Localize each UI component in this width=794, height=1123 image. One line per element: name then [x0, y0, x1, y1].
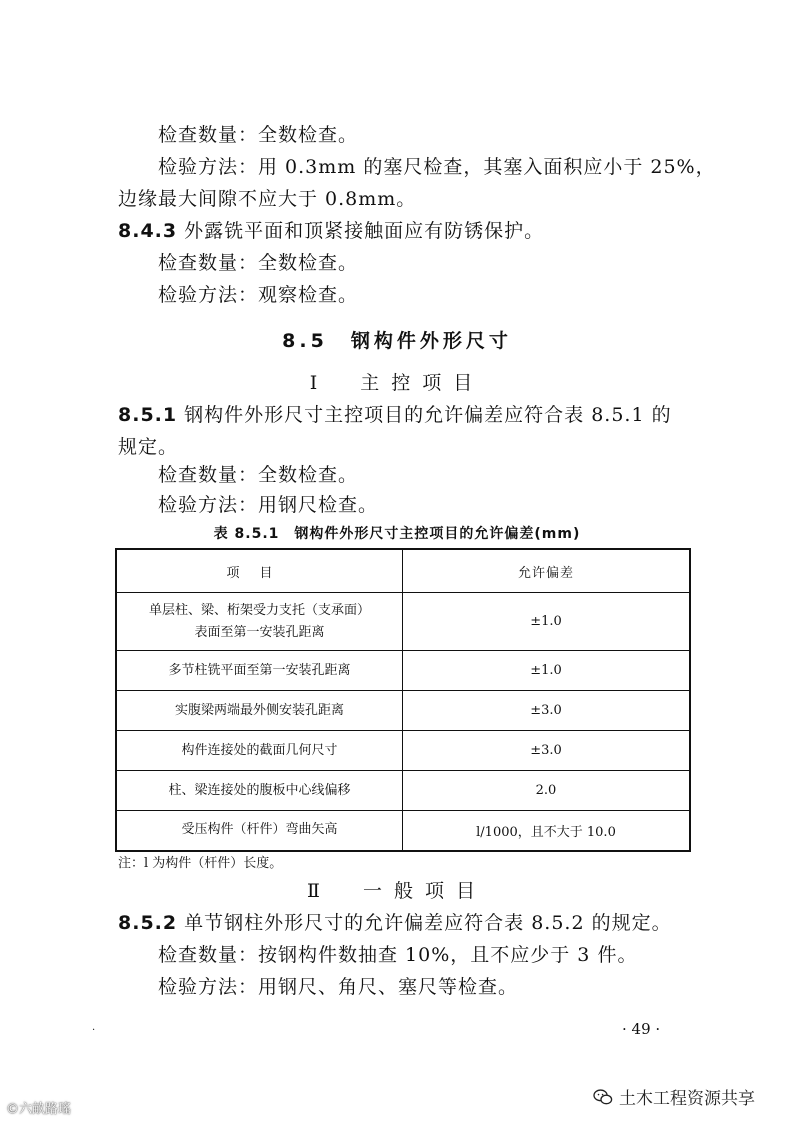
paragraph: 检验方法：用钢尺检查。: [158, 494, 379, 516]
item-cell: 受压构件（杆件）弯曲矢高: [116, 811, 403, 851]
paragraph: 检查数量：全数检查。: [158, 124, 359, 146]
deviation-table: [115, 548, 691, 852]
clause-text: 单节钢柱外形尺寸的允许偏差应符合表 8.5.2 的规定。: [184, 912, 672, 934]
clause-text: 外露铣平面和顶紧接触面应有防锈保护。: [184, 220, 545, 242]
clause-number: 8.5.1: [118, 404, 178, 426]
deviation-cell: ±1.0: [403, 593, 691, 651]
paragraph: 检验方法：观察检查。: [158, 284, 359, 306]
deviation-cell: ±3.0: [403, 691, 691, 731]
watermark-text: 土木工程资源共享: [619, 1089, 755, 1109]
item-cell: 构件连接处的截面几何尺寸: [116, 731, 403, 771]
item-cell: 柱、梁连接处的腹板中心线偏移: [116, 771, 403, 811]
table-row: [116, 771, 690, 811]
table-note: 注：l 为构件（杆件）长度。: [118, 856, 283, 871]
table-row: [116, 593, 690, 651]
clause-8-5-2: [118, 908, 672, 935]
clause-8-4-3: [118, 216, 544, 243]
header-item: 项目: [116, 549, 403, 593]
item-cell: 实腹梁两端最外侧安装孔距离: [116, 691, 403, 731]
paragraph: 检验方法：用 0.3mm 的塞尺检查，其塞入面积应小于 25%，: [158, 156, 716, 178]
clause-number: 8.4.3: [118, 220, 178, 242]
deviation-cell: ±3.0: [403, 731, 691, 771]
stray-dot: .: [92, 1022, 96, 1033]
item-cell: [116, 593, 403, 651]
header-deviation: 允许偏差: [403, 549, 691, 593]
paragraph: 检查数量：全数检查。: [158, 464, 359, 486]
wechat-icon: [593, 1088, 613, 1106]
subsection-title: Ⅱ 一般项目: [307, 880, 487, 902]
deviation-cell: l/1000，且不大于 10.0: [403, 811, 691, 851]
paragraph: 边缘最大间隙不应大于 0.8mm。: [118, 188, 417, 210]
table-row: [116, 731, 690, 771]
clause-text: 钢构件外形尺寸主控项目的允许偏差应符合表 8.5.1 的: [184, 404, 672, 426]
item-line: 表面至第一安装孔距离: [194, 624, 325, 640]
subsection-title: Ⅰ 主控项目: [309, 372, 485, 394]
item-cell: 多节柱铣平面至第一安装孔距离: [116, 651, 403, 691]
table-caption: 表 8.5.1 钢构件外形尺寸主控项目的允许偏差(mm): [213, 526, 581, 542]
table-row: [116, 651, 690, 691]
page-number: · 49 ·: [622, 1020, 661, 1038]
clause-number: 8.5.2: [118, 912, 178, 934]
deviation-cell: 2.0: [403, 771, 691, 811]
table-row: [116, 691, 690, 731]
paragraph: 检查数量：全数检查。: [158, 252, 359, 274]
paragraph: 检验方法：用钢尺、角尺、塞尺等检查。: [158, 976, 519, 998]
paragraph: 规定。: [118, 436, 179, 458]
item-line: 单层柱、梁、桁架受力支托（支承面）: [148, 602, 370, 618]
watermark-right: [593, 1084, 755, 1109]
deviation-cell: ±1.0: [403, 651, 691, 691]
table-row: [116, 811, 690, 851]
table-header-row: [116, 549, 690, 593]
watermark-left: ©六畝路瑤: [6, 1102, 72, 1117]
section-title: 8.5 钢构件外形尺寸: [282, 330, 512, 352]
clause-8-5-1: [118, 400, 672, 427]
paragraph: 检查数量：按钢构件数抽查 10%，且不应少于 3 件。: [158, 944, 638, 966]
